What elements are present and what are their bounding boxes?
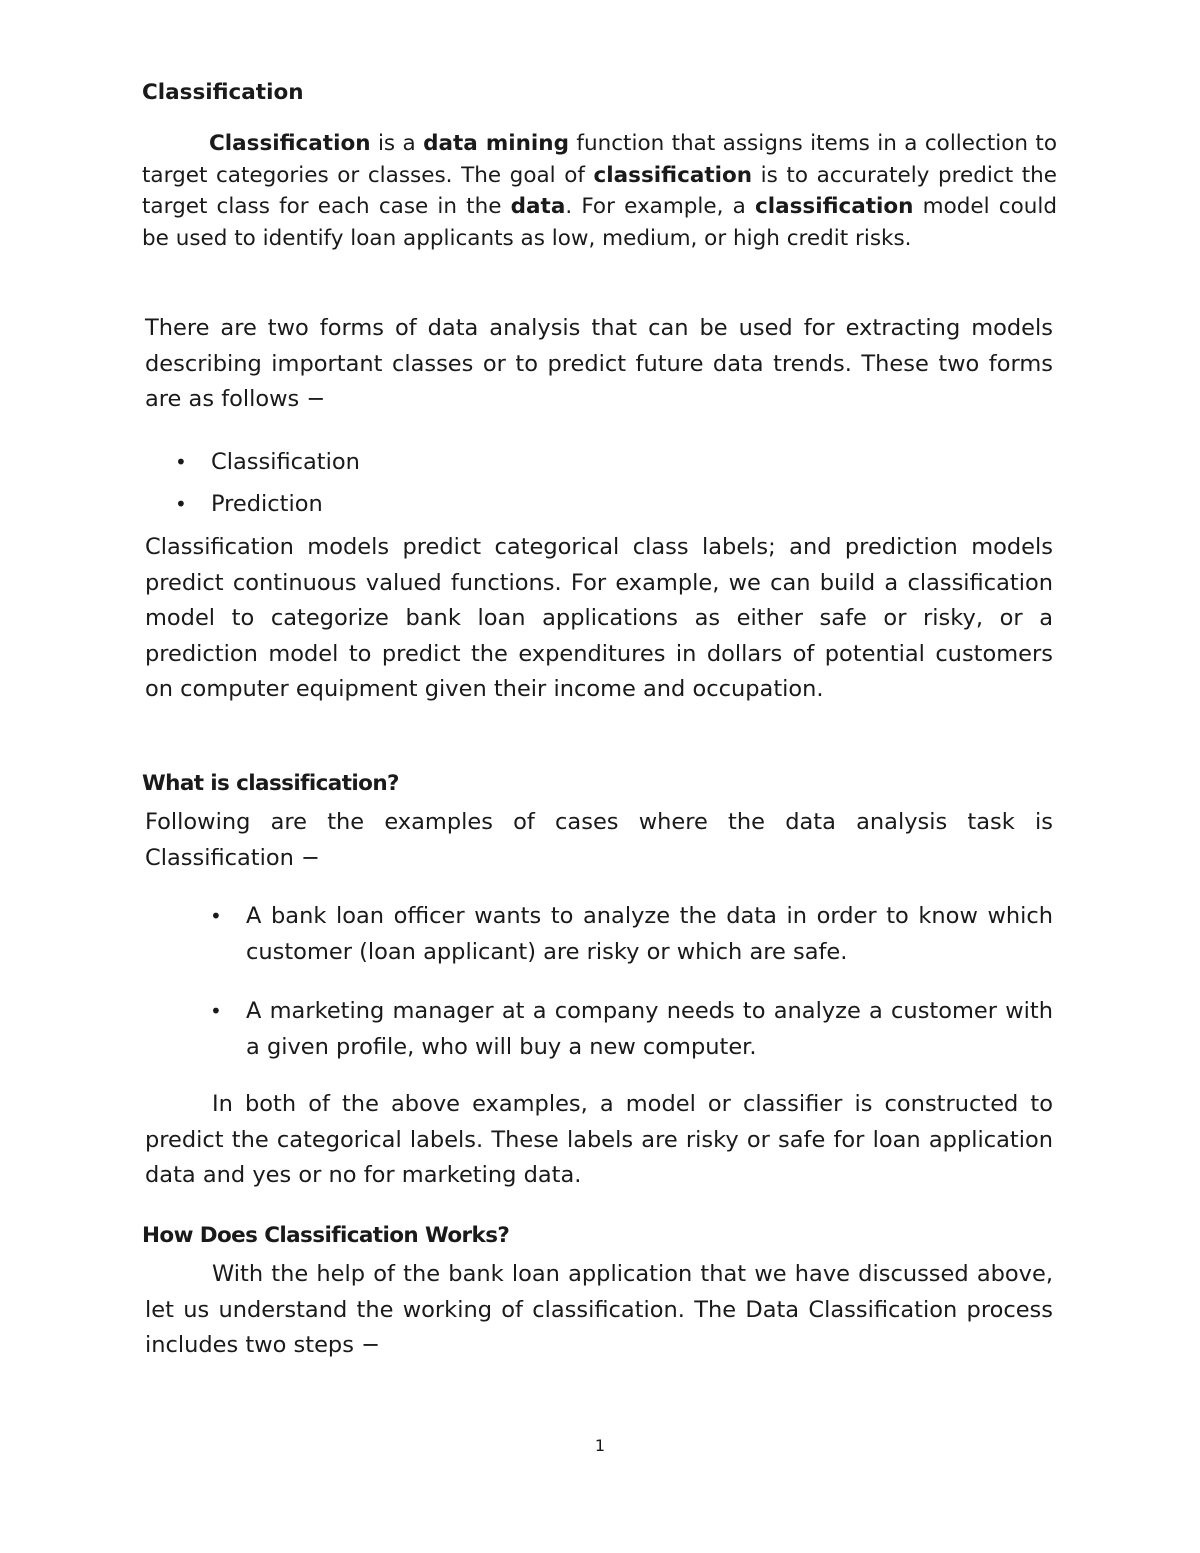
bullet-icon: • — [210, 999, 222, 1023]
examples-paragraph: Following are the examples of cases where the data analysis task is Classification − — [145, 809, 1053, 871]
both-paragraph: In both of the above examples, a model or classifier is constructed to predict the categorical labels. These labels are risky or safe for loan application data and yes or no for marketing data. — [145, 1091, 1053, 1188]
bullet-icon: • — [210, 904, 222, 928]
list-item — [210, 899, 1053, 970]
intro-bold-term: data mining — [423, 131, 569, 156]
list-item — [175, 445, 675, 481]
list-item-text: A bank loan officer wants to analyze the data in order to know which customer (loan applicant) are risky or which are safe. — [246, 903, 1053, 965]
intro-paragraph — [142, 128, 1057, 254]
list-item-text: Prediction — [211, 491, 323, 517]
intro-bold-term: classification — [593, 162, 753, 188]
list-item-text: A marketing manager at a company needs to analyze a customer with a given profile, who will buy a new computer. — [246, 998, 1053, 1060]
intro-text: function that assigns items in a collection to target categories or classes. The goal of — [142, 131, 1057, 188]
forms-paragraph: There are two forms of data analysis that can be used for extracting models describing important classes or to predict future data trends. These two forms are as follows − — [145, 315, 1053, 412]
bullet-icon: • — [175, 492, 187, 516]
intro-text: . For example, a — [565, 194, 755, 219]
models-paragraph: Classification models predict categorical class labels; and prediction models predict continuous valued functions. For example, we can build a classification model to categorize bank loan applications as either safe or risky, or a prediction model to predict the expenditures in dollars of potential customers on computer equipment given their income and occupation. — [145, 534, 1053, 702]
intro-text: model could be used to identify loan applicants as low, medium, or high credit risks. — [142, 194, 1057, 251]
section-heading-what: What is classification? — [142, 771, 399, 796]
list-item-text: Classification — [211, 449, 360, 475]
how-paragraph: With the help of the bank loan application that we have discussed above, let us understand the working of classification. The Data Classification process includes two steps − — [145, 1261, 1053, 1358]
list-item — [175, 487, 675, 523]
intro-bold-term: data — [510, 194, 566, 219]
intro-text: is a — [370, 131, 424, 156]
bullet-icon: • — [175, 450, 187, 474]
intro-bold-term: Classification — [209, 131, 371, 156]
list-item — [210, 994, 1053, 1065]
page-title: Classification — [142, 80, 304, 105]
intro-text: is to accurately predict the target class for each case in the — [142, 162, 1058, 219]
section-heading-how: How Does Classification Works? — [142, 1223, 510, 1248]
intro-bold-term: classification — [754, 194, 914, 219]
page-number: 1 — [594, 1436, 606, 1455]
